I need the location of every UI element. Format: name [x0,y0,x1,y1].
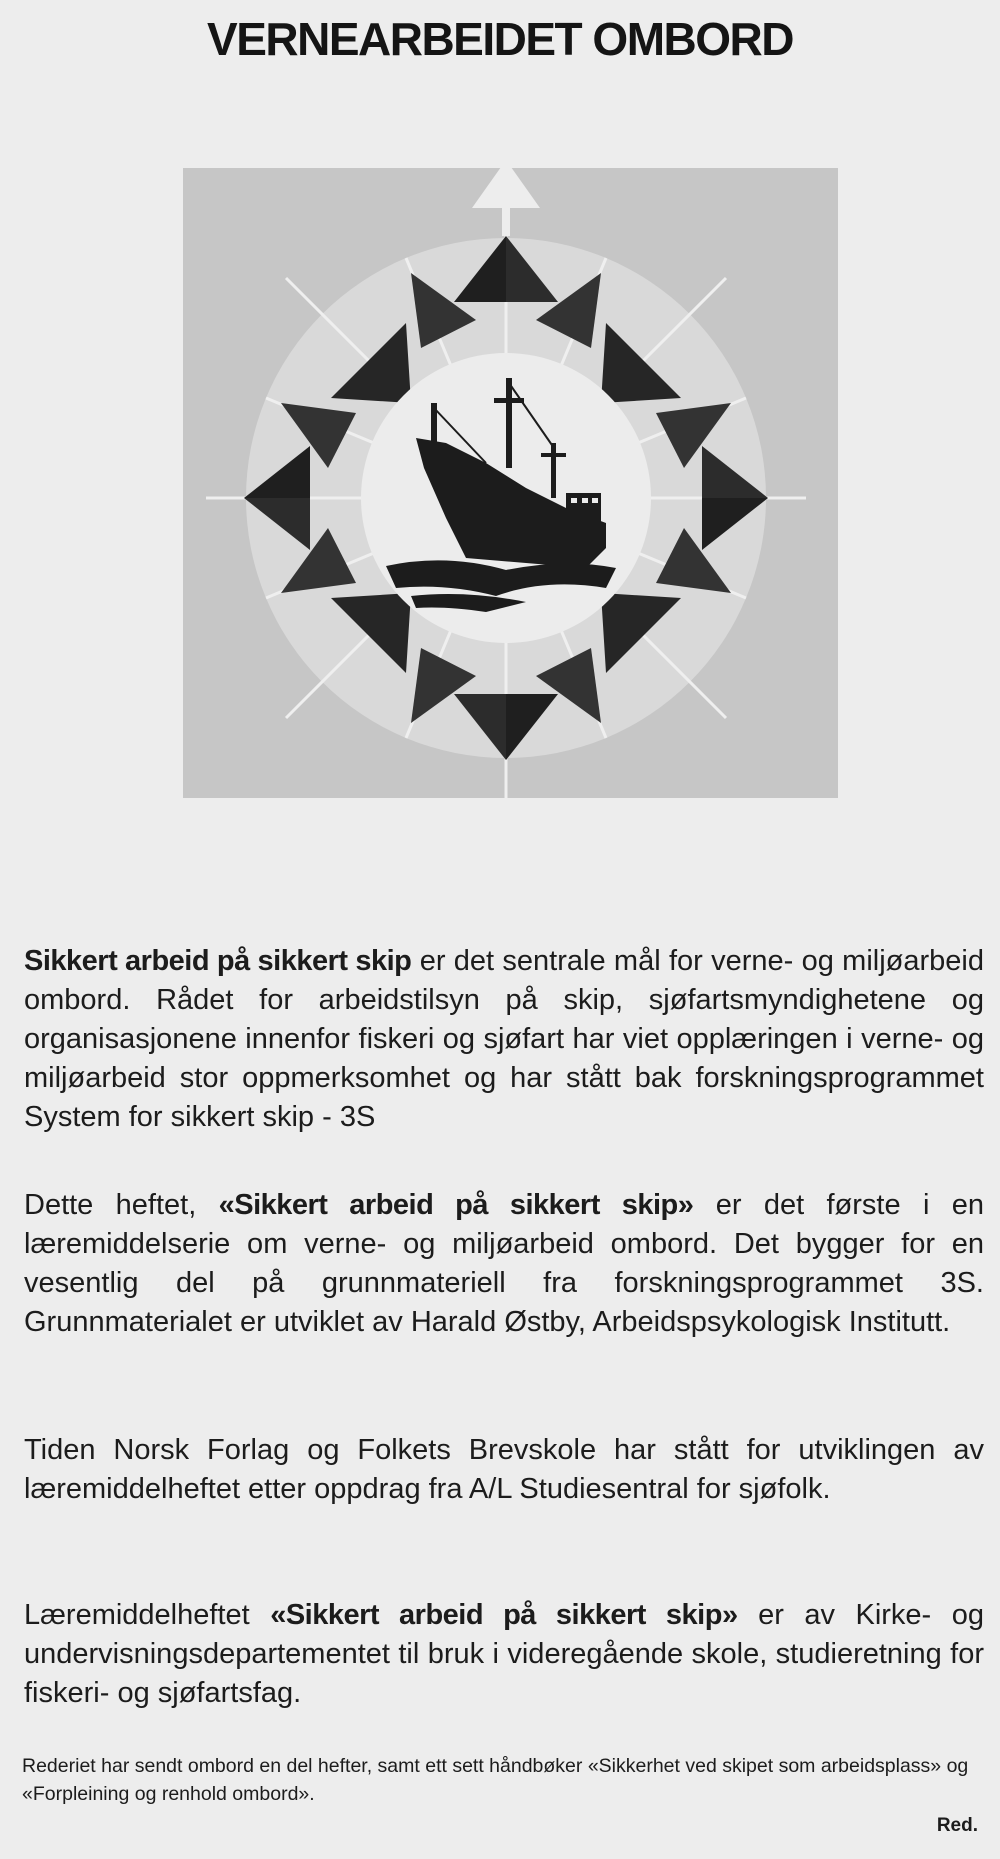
paragraph-4 [24,1596,984,1713]
paragraph-3 [24,1431,984,1509]
paragraph-2-bold: «Sikkert arbeid på sikkert skip» [218,1189,694,1221]
paragraph-3-text: Tiden Norsk Forlag og Folkets Brevskole har stått for utviklingen av læremiddelheftet etter oppdrag fra A/L Studiesentral for sjøfolk. [24,1434,984,1505]
signature: Red. [936,1815,978,1836]
page-title: VERNEARBEIDET OMBORD [207,13,793,65]
paragraph-4-text: er av Kirke- og undervisningsdepartementet til bruk i videregående skole, studieretning for fiskeri- og sjøfartsfag. [24,1599,984,1709]
paragraph-4-bold: «Sikkert arbeid på sikkert skip» [270,1599,738,1631]
paragraph-1-text: er det sentrale mål for verne- og miljøarbeid ombord. Rådet for arbeidstilsyn på skip, sjøfartsmyndighetene og organisasjonene innenfor fiskeri og sjøfart har viet opplæringen i verne- og miljøarbeid stor oppmerksomhet og har stått bak forskningsprogrammet System for sikkert skip - 3S [24,945,984,1133]
paragraph-2-pre: Dette heftet, [24,1189,219,1221]
paragraph-1-bold: Sikkert arbeid på sikkert skip [24,945,412,977]
footnote: Rederiet har sendt ombord en del hefter, samt ett sett håndbøker «Sikkerhet ved skipet som arbeidsplass» og «Forpleining og renhold ombord». [22,1755,969,1805]
paragraph-4-pre: Læremiddelheftet [24,1599,271,1631]
compass-ship-emblem-icon [183,168,838,798]
paragraph-2 [24,1186,984,1342]
paragraph-1 [24,942,984,1137]
paragraph-2-text: er det første i en læremiddelserie om verne- og miljøarbeid ombord. Det bygger for en vesentlig del på grunnmateriell fra forskningsprogrammet 3S. Grunnmaterialet er utviklet av Harald Østby, Arbeidspsykologisk Institutt. [24,1189,984,1338]
